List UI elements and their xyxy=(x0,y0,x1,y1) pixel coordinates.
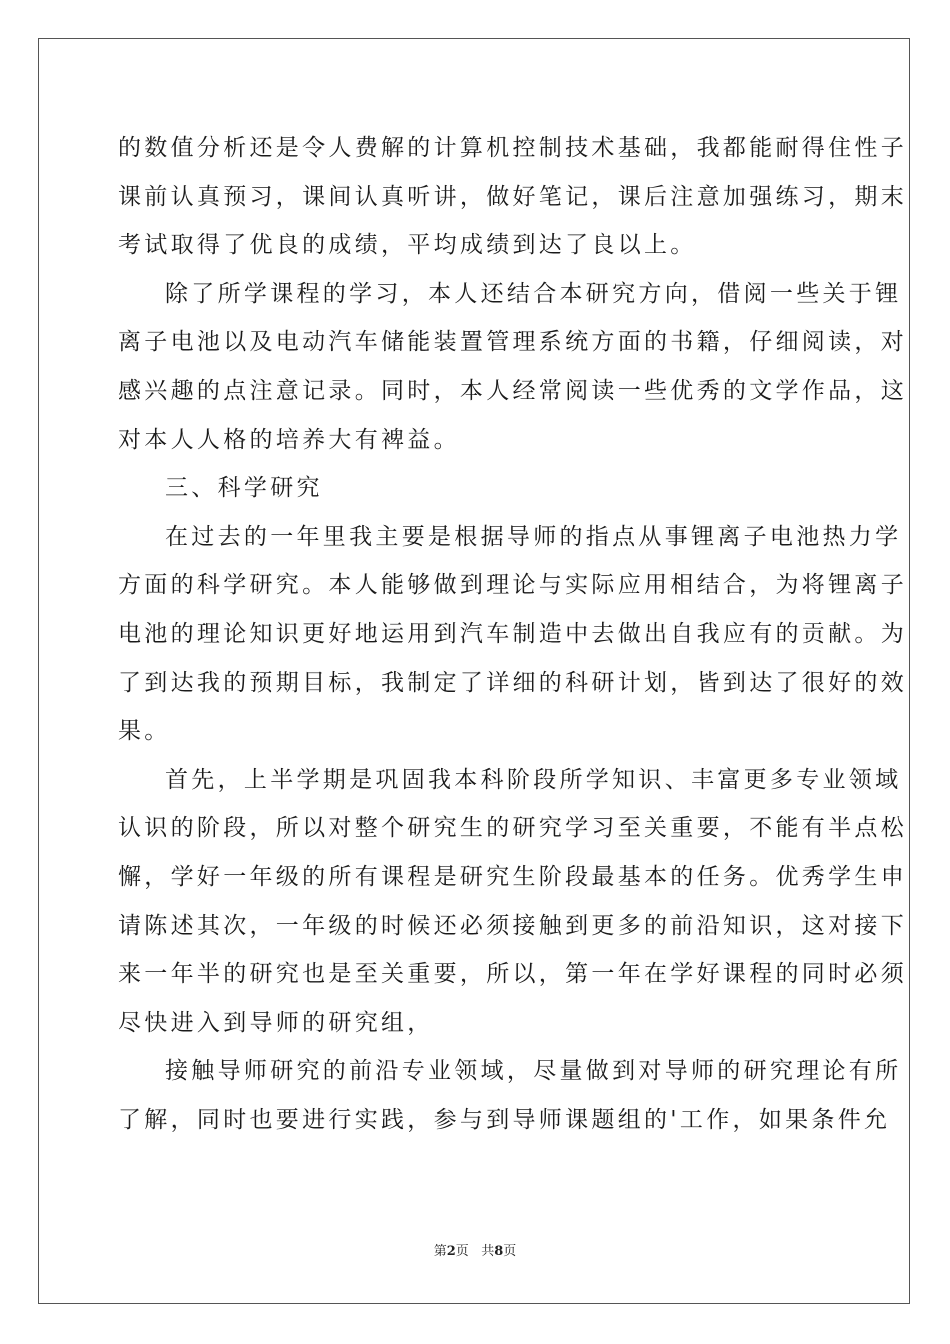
text-line: 来一年半的研究也是至关重要，所以，第一年在学好课程的同时必须 xyxy=(118,961,907,988)
paragraph-start-line: 在过去的一年里我主要是根据导师的指点从事锂离子电池热力学 xyxy=(165,523,902,550)
page-footer xyxy=(0,1240,950,1259)
text-line: 考试取得了优良的成绩，平均成绩到达了良以上。 xyxy=(118,232,697,259)
text-line: 认识的阶段，所以对整个研究生的研究学习至关重要，不能有半点松 xyxy=(118,815,907,842)
footer-page-suffix: 页 xyxy=(455,1244,469,1259)
footer-page-prefix: 第 xyxy=(433,1244,447,1259)
text-line: 懈，学好一年级的所有课程是研究生阶段最基本的任务。优秀学生申 xyxy=(118,863,907,890)
text-line: 果。 xyxy=(118,718,171,745)
text-line: 了解，同时也要进行实践，参与到导师课题组的'工作，如果条件允 xyxy=(118,1106,891,1133)
text-line: 离子电池以及电动汽车储能装置管理系统方面的书籍，仔细阅读，对 xyxy=(118,329,907,356)
text-line: 的数值分析还是令人费解的计算机控制技术基础，我都能耐得住性子 xyxy=(118,135,907,161)
paragraph-start-line: 除了所学课程的学习，本人还结合本研究方向，借阅一些关于锂 xyxy=(165,280,902,307)
text-line: 了到达我的预期目标，我制定了详细的科研计划，皆到达了很好的效 xyxy=(118,669,907,696)
document-body xyxy=(118,124,907,1144)
text-line: 尽快进入到导师的研究组， xyxy=(118,1009,434,1036)
footer-page-number: 2 xyxy=(446,1244,456,1259)
text-line: 课前认真预习，课间认真听讲，做好笔记，课后注意加强练习，期末 xyxy=(118,183,907,210)
footer-total-suffix: 页 xyxy=(503,1244,517,1259)
section-heading: 三、科学研究 xyxy=(165,475,323,502)
text-line: 请陈述其次，一年级的时候还必须接触到更多的前沿知识，这对接下 xyxy=(118,912,907,939)
text-line: 方面的科学研究。本人能够做到理论与实际应用相结合，为将锂离子 xyxy=(118,572,907,599)
paragraph-start-line: 首先，上半学期是巩固我本科阶段所学知识、丰富更多专业领域 xyxy=(165,766,902,793)
text-line: 感兴趣的点注意记录。同时，本人经常阅读一些优秀的文学作品，这 xyxy=(118,377,907,404)
text-line: 对本人人格的培养大有裨益。 xyxy=(118,426,460,453)
paragraph-start-line: 接触导师研究的前沿专业领域，尽量做到对导师的研究理论有所 xyxy=(165,1058,902,1085)
footer-total-pages: 8 xyxy=(494,1244,504,1259)
text-line: 电池的理论知识更好地运用到汽车制造中去做出自我应有的贡献。为 xyxy=(118,620,907,647)
footer-total-prefix: 共 xyxy=(481,1244,495,1259)
